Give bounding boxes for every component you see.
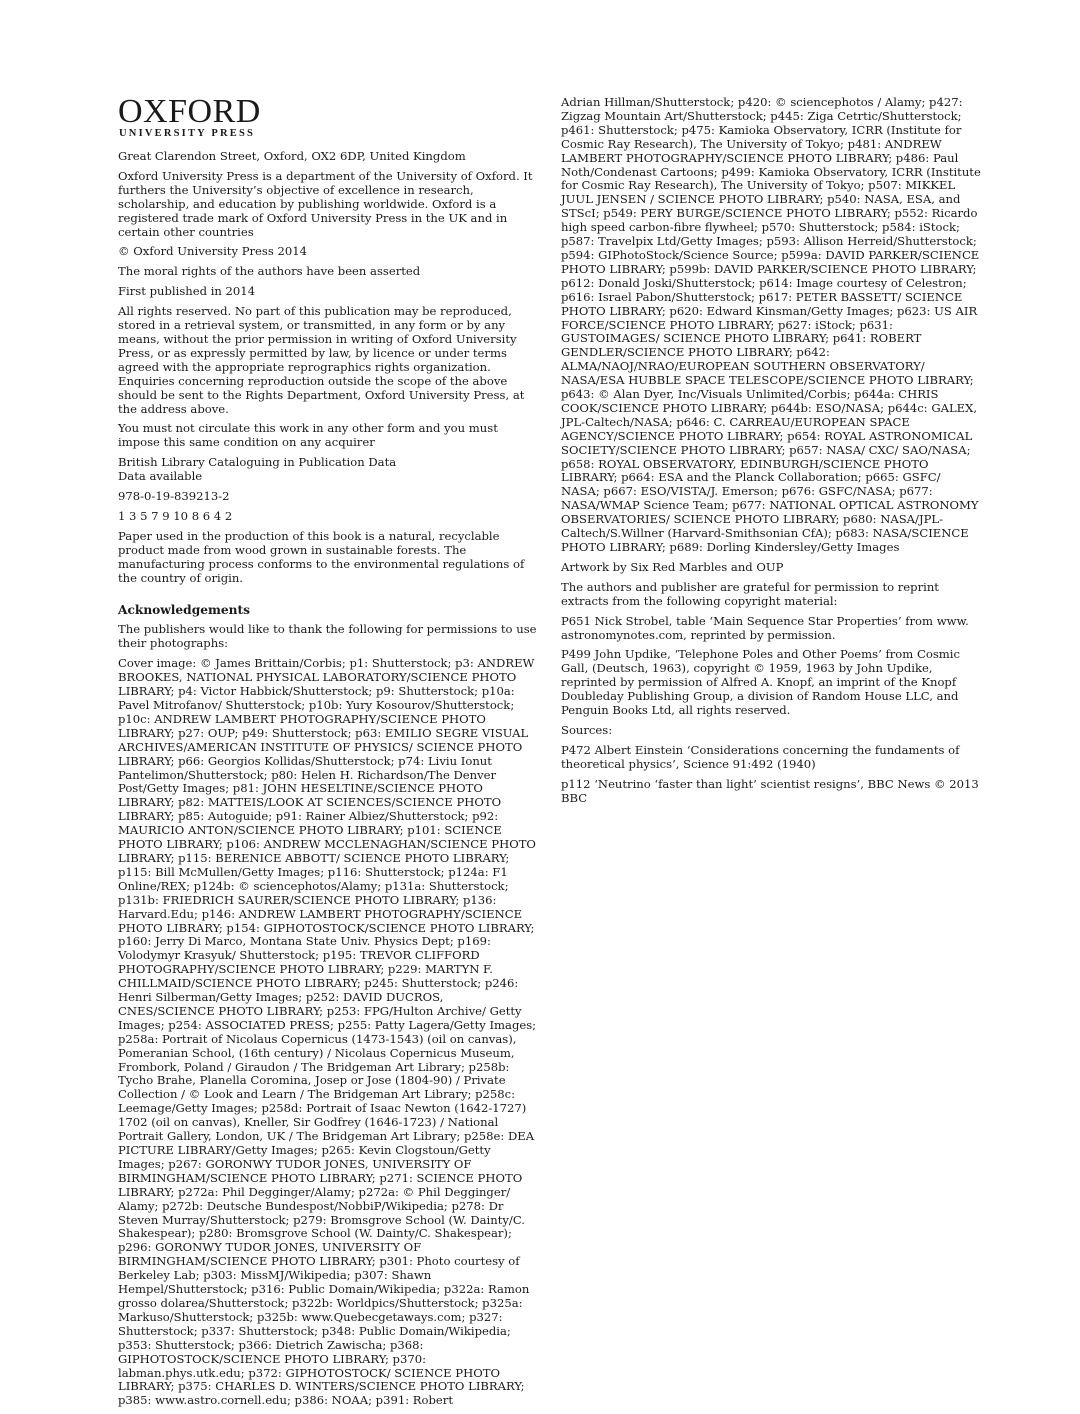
- circulation-notice: You must not circulate this work in any other form and you must impose this same condition on any acquirer: [118, 421, 498, 450]
- cataloguing-line-1: British Library Cataloguing in Publication Data: [118, 455, 397, 470]
- photo-credits-left: Cover image: © James Brittain/Corbis; p1: Shutterstock; p3: ANDREW BROOKES, NATIONAL PHYSICAL LABORATORY/SCIENCE PHOTO LIBRARY; p4: Victor Habbick/Shutterstock; p9: Shutterstock; p10a: Pavel Mitrofanov/ Shutterstock; p10b: Yury Kosourov/Shutterstock; p10c: ANDREW LAMBERT PHOTOGRAPHY/SCIENCE PHOTO LIBRARY; p27: OUP; p49: Shutterstock; p63: EMILIO SEGRE VISUAL ARCHIVES/AMERICAN INSTITUTE OF PHYSICS/ SCIENCE PHOTO LIBRARY; p66: Georgios Kollidas/Shutterstock; p74: Liviu Ionut Pantelimon/Shutterstock; p80: Helen H. Richardson/The Denver Post/Getty Images; p81: JOHN HESELTINE/SCIENCE PHOTO LIBRARY; p82: MATTEIS/LOOK AT SCIENCES/SCIENCE PHOTO LIBRARY; p85: Autoguide; p91: Rainer Albiez/Shutterstock; p92: MAURICIO ANTON/SCIENCE PHOTO LIBRARY; p101: SCIENCE PHOTO LIBRARY; p106: ANDREW MCCLENAGHAN/SCIENCE PHOTO LIBRARY; p115: BERENICE ABBOTT/ SCIENCE PHOTO LIBRARY; p115: Bill McMullen/Getty Images; p116: Shutterstock; p124a: F1 Online/REX; p124b: © sciencephotos/Alamy; p131a: Shutterstock; p131b: FRIEDRICH SAURER/SCIENCE PHOTO LIBRARY; p136: Harvard.Edu; p146: ANDREW LAMBERT PHOTOGRAPHY/SCIENCE PHOTO LIBRARY; p154: GIPHOTOSTOCK/SCIENCE PHOTO LIBRARY; p160: Jerry Di Marco, Montana State Univ. Physics Dept; p169: Volodymyr Krasyuk/ Shutterstock; p195: TREVOR CLIFFORD PHOTOGRAPHY/SCIENCE PHOTO LIBRARY; p229: MARTYN F. CHILLMAID/SCIENCE PHOTO LIBRARY; p245: Shutterstock; p246: Henri Silberman/Getty Images; p252: DAVID DUCROS, CNES/SCIENCE PHOTO LIBRARY; p253: FPG/Hulton Archive/ Getty Images; p254: ASSOCIATED PRESS; p255: Patty Lagera/Getty Images; p258a: Portrait of Nicolaus Copernicus (1473-1543) (oil on canvas), Pomeranian School, (16th century) / Nicolaus Copernicus Museum, Frombork, Poland / Giraudon / The Bridgeman Art Library; p258b: Tycho Brahe, Planella Coromina, Josep or Jose (1804-90) / Private Collection / © Look and Learn / The Bridgeman Art Library; p258c: Leemage/Getty Images; p258d: Portrait of Isaac Newton (1642-1727) 1702 (oil on canvas), Kneller, Sir Godfrey (1646-1723) / National Portrait Gallery, London, UK / The Bridgeman Art Library; p258e: DEA PICTURE LIBRARY/Getty Images; p265: Kevin Clogstoun/Getty Images; p267: GORONWY TUDOR JONES, UNIVERSITY OF BIRMINGHAM/SCIENCE PHOTO LIBRARY; p271: SCIENCE PHOTO LIBRARY; p272a: Phil Degginger/Alamy; p272a: © Phil Degginger/ Alamy; p272b: Deutsche Bundespost/NobbiP/Wikipedia; p278: Dr Steven Murray/Shutterstock; p279: Bromsgrove School (W. Dainty/C. Shakespear); p280: Bromsgrove School (W. Dainty/C. Shakespear); p296: GORONWY TUDOR JONES, UNIVERSITY OF BIRMINGHAM/SCIENCE PHOTO LIBRARY; p301: Photo courtesy of Berkeley Lab; p303: MissMJ/Wikipedia; p307: Shawn Hempel/Shutterstock; p316: Public Domain/Wikipedia; p322a: Ramon grosso dolarea/Shutterstock; p322b: Worldpics/Shutterstock; p325a: Markuso/Shutterstock; p325b: www.Quebecgetaways.com; p327: Shutterstock; p337: Shutterstock; p348: Public Domain/Wikipedia; p353: Shutterstock; p366: Dietrich Zawischa; p368: GIPHOTOSTOCK/SCIENCE PHOTO LIBRARY; p370: labman.phys.utk.edu; p372: GIPHOTOSTOCK/ SCIENCE PHOTO LIBRARY; p375: CHARLES D. WINTERS/SCIENCE PHOTO LIBRARY; p385: www.astro.cornell.edu; p386: NOAA; p391: Robert: [118, 656, 537, 1408]
- imprint-block: [118, 150, 538, 585]
- cataloguing-line-2: Data available: [118, 469, 203, 484]
- left-column: [118, 93, 538, 1414]
- acknowledgements-heading: Acknowledgements: [118, 603, 250, 618]
- artwork-credit: Artwork by Six Red Marbles and OUP: [561, 559, 784, 574]
- copyright-notice: © Oxford University Press 2014: [118, 244, 307, 259]
- paper-notice: Paper used in the production of this book is a natural, recyclable product made from wood grown in sustainable forests. The manufacturing process conforms to the environmental regulations of the country of origin.: [118, 528, 525, 585]
- moral-rights: The moral rights of the authors have been asserted: [118, 264, 421, 279]
- first-published: First published in 2014: [118, 284, 256, 299]
- source-p112: p112 ‘Neutrino ‘faster than light’ scientist resigns’, BBC News © 2013 BBC: [561, 776, 979, 805]
- university-press-label: UNIVERSITY PRESS: [119, 128, 256, 139]
- reprint-permission-intro: The authors and publisher are grateful for permission to reprint extracts from the following copyright material:: [561, 579, 939, 608]
- printing-line: 1 3 5 7 9 10 8 6 4 2: [118, 508, 233, 523]
- right-column: [561, 96, 981, 812]
- publisher-about: Oxford University Press is a department of the University of Oxford. It furthers the University’s objective of excellence in research, scholarship, and education by publishing worldwide. Oxford is a registered trade mark of Oxford University Press in the UK and in certain other countries: [118, 168, 533, 239]
- extract-p651: P651 Nick Strobel, table ‘Main Sequence Star Properties’ from www. astronomynotes.com, reprinted by permission.: [561, 613, 969, 642]
- photo-credits-right: Adrian Hillman/Shutterstock; p420: © sciencephotos / Alamy; p427: Zigzag Mountain Art/Shutterstock; p445: Ziga Cetrtic/Shutterstock; p461: Shutterstock; p475: Kamioka Observatory, ICRR (Institute for Cosmic Ray Research), The University of Tokyo; p481: ANDREW LAMBERT PHOTOGRAPHY/SCIENCE PHOTO LIBRARY; p486: Paul Noth/Condenast Cartoons; p499: Kamioka Observatory, ICRR (Institute for Cosmic Ray Research), The University of Tokyo; p507: MIKKEL JUUL JENSEN / SCIENCE PHOTO LIBRARY; p540: NASA, ESA, and STScI; p549: PERY BURGE/SCIENCE PHOTO LIBRARY; p552: Ricardo high speed carbon-fibre flywheel; p570: Shutterstock; p584: iStock; p587: Travelpix Ltd/Getty Images; p593: Allison Herreid/Shutterstock; p594: GIPhotoStock/Science Source; p599a: DAVID PARKER/SCIENCE PHOTO LIBRARY; p599b: DAVID PARKER/SCIENCE PHOTO LIBRARY; p612: Donald Joski/Shutterstock; p614: Image courtesy of Celestron; p616: Israel Pabon/Shutterstock; p617: PETER BASSETT/ SCIENCE PHOTO LIBRARY; p620: Edward Kinsman/Getty Images; p623: US AIR FORCE/SCIENCE PHOTO LIBRARY; p627: iStock; p631: GUSTOIMAGES/ SCIENCE PHOTO LIBRARY; p641: ROBERT GENDLER/SCIENCE PHOTO LIBRARY; p642: ALMA/NAOJ/NRAO/EUROPEAN SOUTHERN OBSERVATORY/ NASA/ESA HUBBLE SPACE TELESCOPE/SCIENCE PHOTO LIBRARY; p643: © Alan Dyer, Inc/Visuals Unlimited/Corbis; p644a: CHRIS COOK/SCIENCE PHOTO LIBRARY; p644b: ESO/NASA; p644c: GALEX, JPL-Caltech/NASA; p646: C. CARREAU/EUROPEAN SPACE AGENCY/SCIENCE PHOTO LIBRARY; p654: ROYAL ASTRONOMICAL SOCIETY/SCIENCE PHOTO LIBRARY; p657: NASA/ CXC/ SAO/NASA; p658: ROYAL OBSERVATORY, EDINBURGH/SCIENCE PHOTO LIBRARY; p664: ESA and the Planck Collaboration; p665: GSFC/ NASA; p667: ESO/VISTA/J. Emerson; p676: GSFC/NASA; p677: NASA/WMAP Science Team; p677: NATIONAL OPTICAL ASTRONOMY OBSERVATORIES/ SCIENCE PHOTO LIBRARY; p680: NASA/JPL-Caltech/S.Willner (Harvard-Smithsonian CfA); p683: NASA/SCIENCE PHOTO LIBRARY; p689: Dorling Kindersley/Getty Images: [561, 95, 981, 554]
- source-p472: P472 Albert Einstein ‘Considerations concerning the fundaments of theoretical physics’, Science 91:492 (1940): [561, 742, 960, 771]
- rights-reserved: All rights reserved. No part of this publication may be reproduced, stored in a retrieval system, or transmitted, in any form or by any means, without the prior permission in writing of Oxford University Press, or as expressly permitted by law, by licence or under terms agreed with the appropriate reprographics rights organization. Enquiries concerning reproduction outside the scope of the above should be sent to the Rights Department, Oxford University Press, at the address above.: [118, 304, 525, 416]
- isbn: 978-0-19-839213-2: [118, 489, 230, 504]
- acknowledgements-intro: The publishers would like to thank the following for permissions to use their photographs:: [118, 622, 537, 651]
- publisher-address: Great Clarendon Street, Oxford, OX2 6DP, United Kingdom: [118, 149, 466, 163]
- cataloguing-data: [118, 456, 538, 484]
- sources-label: Sources:: [561, 722, 613, 737]
- oxford-logo: OXFORD: [118, 93, 261, 130]
- extract-p499: P499 John Updike, ‘Telephone Poles and Other Poems’ from Cosmic Gall, (Deutsch, 1963), copyright © 1959, 1963 by John Updike, reprinted by permission of Alfred A. Knopf, an imprint of the Knopf Doubleday Publishing Group, a division of Random House LLC, and Penguin Books Ltd, all rights reserved.: [561, 647, 960, 718]
